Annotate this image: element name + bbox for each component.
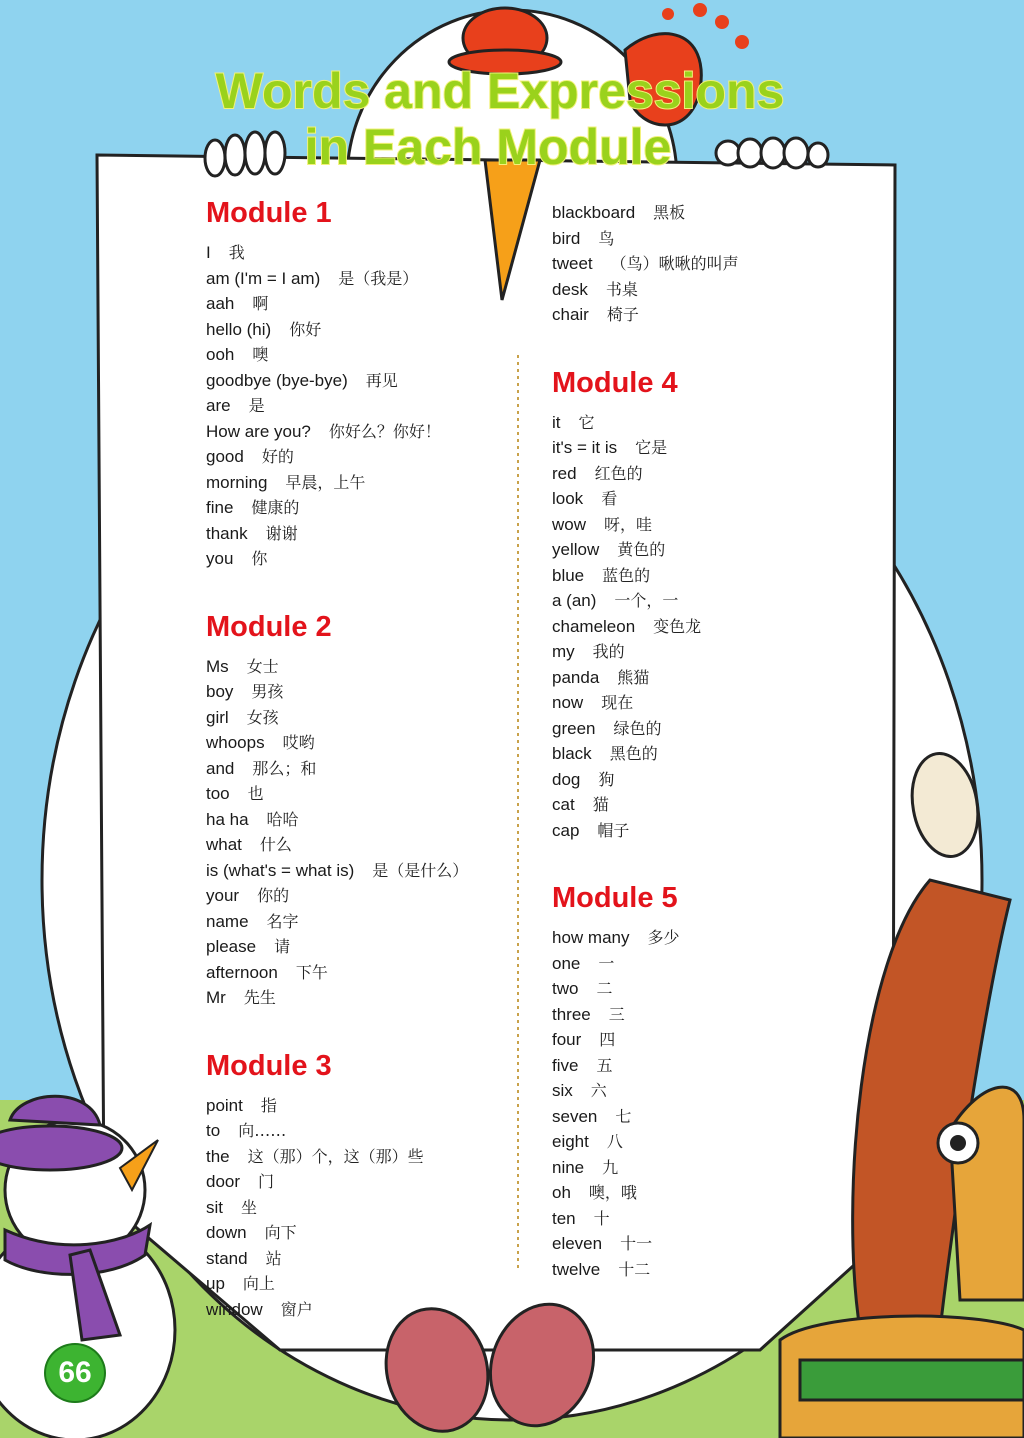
- word-entry: [552, 614, 872, 640]
- chinese-meaning: 是（我是）: [338, 268, 419, 288]
- left-column: [206, 196, 526, 1322]
- word-entry: [552, 1078, 872, 1104]
- module-1-heading: Module 1: [206, 197, 332, 229]
- english-word: how many: [552, 928, 630, 947]
- word-entry: [552, 512, 872, 538]
- chinese-meaning: 向下: [264, 1223, 297, 1242]
- english-word: chair: [552, 305, 589, 324]
- module-5-heading: Module 5: [552, 882, 678, 914]
- module-2-heading: Module 2: [206, 610, 332, 643]
- module-4-word-list: [552, 410, 872, 844]
- chinese-meaning: 名字: [266, 911, 299, 931]
- chinese-meaning: 红色的: [594, 463, 643, 483]
- module-3-section: [206, 1049, 526, 1323]
- english-word: point: [206, 1095, 243, 1115]
- word-entry: [552, 976, 872, 1002]
- english-word: stand: [206, 1248, 248, 1268]
- word-entry: [552, 767, 872, 793]
- chinese-meaning: 五: [596, 1055, 613, 1075]
- module-1-section: [206, 196, 526, 572]
- english-word: twelve: [552, 1259, 601, 1279]
- chinese-meaning: 我的: [592, 642, 625, 661]
- chinese-meaning: 一: [598, 953, 615, 973]
- english-word: I: [206, 243, 211, 262]
- english-word: my: [552, 642, 575, 661]
- english-word: to: [206, 1121, 221, 1140]
- chinese-meaning: 窗户: [280, 1299, 313, 1319]
- module-3-word-list-continued: [552, 200, 872, 328]
- english-word: ten: [552, 1208, 576, 1228]
- chinese-meaning: 谢谢: [265, 523, 298, 543]
- chinese-meaning: 多少: [647, 928, 680, 947]
- word-entry: [206, 730, 526, 756]
- chinese-meaning: 二: [596, 979, 613, 998]
- english-word: door: [206, 1172, 241, 1191]
- chinese-meaning: 先生: [243, 988, 276, 1007]
- module-3-heading: Module 3: [206, 1049, 332, 1082]
- word-entry: [552, 226, 872, 252]
- word-entry: [552, 251, 872, 277]
- chinese-meaning: 站: [265, 1248, 282, 1268]
- word-entry: [552, 818, 872, 844]
- module-1-word-list: [206, 240, 526, 572]
- word-entry: [206, 495, 526, 521]
- word-entry: [206, 1220, 526, 1246]
- english-word: afternoon: [206, 962, 278, 982]
- english-word: cat: [552, 795, 575, 814]
- chinese-meaning: 向上: [242, 1274, 275, 1293]
- chinese-meaning: 书桌: [605, 279, 638, 299]
- word-entry: [552, 1129, 872, 1155]
- chinese-meaning: 你: [251, 549, 268, 568]
- english-word: ha ha: [206, 809, 249, 829]
- english-word: green: [552, 718, 596, 738]
- english-word: too: [206, 784, 230, 803]
- english-word: six: [552, 1081, 573, 1100]
- english-word: seven: [552, 1106, 598, 1126]
- english-word: bird: [552, 228, 581, 248]
- word-entry: [552, 925, 872, 951]
- english-word: the: [206, 1146, 230, 1166]
- word-entry: [552, 1231, 872, 1257]
- chinese-meaning: 现在: [601, 693, 634, 712]
- english-word: cap: [552, 820, 580, 840]
- english-word: ooh: [206, 345, 235, 364]
- chinese-meaning: 什么: [259, 835, 292, 854]
- english-word: it's = it is: [552, 438, 618, 457]
- english-word: is (what's = what is): [206, 860, 355, 880]
- chinese-meaning: 蓝色的: [602, 565, 651, 585]
- chinese-meaning: 指: [260, 1095, 277, 1115]
- chinese-meaning: 向……: [238, 1121, 287, 1140]
- chinese-meaning: 四: [599, 1030, 616, 1049]
- word-entry: [206, 470, 526, 496]
- english-word: look: [552, 489, 584, 508]
- word-entry: [206, 960, 526, 986]
- chinese-meaning: 十二: [618, 1259, 651, 1279]
- english-word: blackboard: [552, 203, 636, 222]
- word-entry: [552, 537, 872, 563]
- word-entry: [206, 756, 526, 782]
- english-word: you: [206, 549, 234, 568]
- english-word: what: [206, 835, 242, 854]
- chinese-meaning: 帽子: [597, 820, 630, 840]
- english-word: hello (hi): [206, 319, 272, 339]
- word-entry: [206, 419, 526, 445]
- english-word: yellow: [552, 540, 600, 559]
- chinese-meaning: 下午: [295, 962, 328, 982]
- word-entry: [206, 317, 526, 343]
- english-word: red: [552, 463, 577, 483]
- english-word: eleven: [552, 1234, 603, 1253]
- chinese-meaning: 好的: [261, 447, 294, 466]
- word-entry: [206, 1271, 526, 1297]
- word-entry: [206, 654, 526, 680]
- word-entry: [206, 1297, 526, 1323]
- english-word: it: [552, 412, 561, 432]
- chinese-meaning: 是: [248, 396, 265, 415]
- chinese-meaning: 十一: [620, 1234, 653, 1253]
- word-entry: [552, 1053, 872, 1079]
- english-word: two: [552, 979, 579, 998]
- chinese-meaning: 女士: [246, 656, 279, 676]
- word-entry: [552, 1257, 872, 1283]
- word-entry: [206, 985, 526, 1011]
- word-entry: [206, 883, 526, 909]
- word-entry: [206, 444, 526, 470]
- word-entry: [206, 1093, 526, 1119]
- word-entry: [206, 807, 526, 833]
- module-5-word-list: [552, 925, 872, 1282]
- chinese-meaning: 也: [247, 784, 264, 803]
- english-word: nine: [552, 1157, 585, 1177]
- title-line-1: Words and Expressions: [215, 63, 785, 119]
- chinese-meaning: 三: [608, 1004, 625, 1024]
- word-entry: [206, 1246, 526, 1272]
- word-entry: [552, 690, 872, 716]
- word-entry: [206, 368, 526, 394]
- chinese-meaning: 看: [601, 489, 618, 508]
- chinese-meaning: 我: [228, 243, 245, 262]
- chinese-meaning: 绿色的: [613, 718, 662, 738]
- english-word: How are you?: [206, 421, 311, 441]
- english-word: panda: [552, 667, 600, 687]
- english-word: fine: [206, 498, 234, 517]
- module-5-section: [552, 881, 872, 1282]
- word-entry: [552, 1206, 872, 1232]
- english-word: tweet: [552, 254, 593, 273]
- word-entry: [552, 302, 872, 328]
- word-entry: [206, 1169, 526, 1195]
- word-entry: [552, 716, 872, 742]
- chinese-meaning: 那么；和: [252, 758, 317, 778]
- chinese-meaning: 黑板: [653, 203, 686, 222]
- chinese-meaning: 黑色的: [609, 744, 658, 763]
- english-word: goodbye (bye-bye): [206, 370, 348, 390]
- module-2-word-list: [206, 654, 526, 1011]
- module-3-word-list: [206, 1093, 526, 1323]
- word-entry: [552, 1180, 872, 1206]
- english-word: good: [206, 447, 244, 466]
- chinese-meaning: 呀，哇: [604, 514, 653, 534]
- english-word: eight: [552, 1132, 589, 1151]
- english-word: three: [552, 1004, 591, 1024]
- word-entry: [206, 1195, 526, 1221]
- module-4-section: [552, 366, 872, 844]
- chinese-meaning: （鸟）啾啾的叫声: [610, 254, 739, 273]
- chinese-meaning: 男孩: [251, 682, 284, 701]
- word-entry: [206, 291, 526, 317]
- module-2-section: [206, 610, 526, 1011]
- english-word: oh: [552, 1183, 571, 1202]
- english-word: one: [552, 953, 581, 973]
- english-word: chameleon: [552, 616, 636, 636]
- word-entry: [206, 1144, 526, 1170]
- word-entry: [206, 1118, 526, 1144]
- chinese-meaning: 噢，哦: [588, 1183, 637, 1202]
- word-entry: [206, 521, 526, 547]
- english-word: whoops: [206, 733, 265, 752]
- word-entry: [552, 665, 872, 691]
- word-entry: [552, 1002, 872, 1028]
- english-word: dog: [552, 769, 581, 789]
- module-4-heading: Module 4: [552, 366, 678, 399]
- english-word: down: [206, 1223, 247, 1242]
- english-word: blue: [552, 565, 585, 585]
- word-entry: [552, 461, 872, 487]
- english-word: sit: [206, 1197, 223, 1217]
- chinese-meaning: 你好: [289, 319, 322, 339]
- chinese-meaning: 坐: [241, 1197, 258, 1217]
- chinese-meaning: 是（是什么）: [372, 860, 469, 880]
- word-entry: [552, 435, 872, 461]
- english-word: am (I'm = I am): [206, 268, 321, 288]
- word-entry: [206, 781, 526, 807]
- chinese-meaning: 九: [602, 1157, 619, 1177]
- chinese-meaning: 啊: [252, 294, 269, 313]
- word-entry: [552, 951, 872, 977]
- word-entry: [206, 858, 526, 884]
- word-entry: [552, 741, 872, 767]
- english-word: aah: [206, 294, 235, 313]
- chinese-meaning: 它是: [635, 438, 668, 457]
- word-entry: [552, 563, 872, 589]
- word-entry: [206, 934, 526, 960]
- chinese-meaning: 健康的: [251, 498, 300, 517]
- word-entry: [552, 1027, 872, 1053]
- chinese-meaning: 猫: [592, 795, 609, 814]
- chinese-meaning: 哈哈: [266, 809, 299, 829]
- english-word: window: [206, 1299, 263, 1319]
- english-word: are: [206, 396, 231, 415]
- word-entry: [552, 1155, 872, 1181]
- chinese-meaning: 请: [274, 937, 291, 956]
- english-word: name: [206, 911, 249, 931]
- word-entry: [552, 639, 872, 665]
- english-word: four: [552, 1030, 582, 1049]
- page-number: 66: [44, 1343, 106, 1403]
- word-entry: [552, 486, 872, 512]
- word-entry: [552, 1104, 872, 1130]
- word-entry: [206, 393, 526, 419]
- chinese-meaning: 早晨，上午: [285, 472, 366, 492]
- english-word: desk: [552, 279, 588, 299]
- english-word: now: [552, 693, 584, 712]
- chinese-meaning: 它: [578, 412, 595, 432]
- english-word: and: [206, 758, 235, 778]
- word-entry: [206, 832, 526, 858]
- chinese-meaning: 女孩: [246, 707, 279, 727]
- right-column: [552, 198, 872, 1282]
- english-word: boy: [206, 682, 234, 701]
- english-word: girl: [206, 707, 229, 727]
- word-entry: [552, 200, 872, 226]
- page-title: [150, 56, 850, 186]
- chinese-meaning: 狗: [598, 769, 615, 789]
- english-word: Ms: [206, 656, 229, 676]
- chinese-meaning: 十: [593, 1208, 610, 1228]
- english-word: wow: [552, 514, 587, 534]
- chinese-meaning: 一个，一: [614, 591, 679, 610]
- chinese-meaning: 八: [606, 1132, 623, 1151]
- chinese-meaning: 门: [258, 1172, 275, 1191]
- word-entry: [206, 679, 526, 705]
- english-word: your: [206, 886, 240, 905]
- word-entry: [206, 240, 526, 266]
- chinese-meaning: 噢: [252, 345, 269, 364]
- chinese-meaning: 六: [590, 1081, 607, 1100]
- english-word: a (an): [552, 591, 597, 610]
- word-entry: [552, 277, 872, 303]
- chinese-meaning: 你的: [257, 886, 290, 905]
- chinese-meaning: 再见: [365, 370, 398, 390]
- english-word: up: [206, 1274, 225, 1293]
- chinese-meaning: 椅子: [606, 305, 639, 324]
- english-word: morning: [206, 472, 268, 492]
- english-word: Mr: [206, 988, 226, 1007]
- word-entry: [552, 588, 872, 614]
- chinese-meaning: 鸟: [598, 228, 615, 248]
- word-entry: [206, 266, 526, 292]
- english-word: five: [552, 1055, 579, 1075]
- chinese-meaning: 这（那）个，这（那）些: [247, 1146, 424, 1166]
- word-entry: [206, 705, 526, 731]
- chinese-meaning: 你好么？你好！: [328, 421, 441, 441]
- chinese-meaning: 黄色的: [617, 540, 666, 559]
- word-entry: [206, 342, 526, 368]
- word-entry: [552, 410, 872, 436]
- word-entry: [206, 546, 526, 572]
- title-line-2: in Each Module: [304, 119, 672, 175]
- word-entry: [552, 792, 872, 818]
- english-word: black: [552, 744, 592, 763]
- chinese-meaning: 七: [615, 1106, 632, 1126]
- chinese-meaning: 变色龙: [653, 616, 702, 636]
- chinese-meaning: 熊猫: [617, 667, 650, 687]
- english-word: thank: [206, 523, 248, 543]
- chinese-meaning: 哎哟: [282, 733, 315, 752]
- word-entry: [206, 909, 526, 935]
- english-word: please: [206, 937, 257, 956]
